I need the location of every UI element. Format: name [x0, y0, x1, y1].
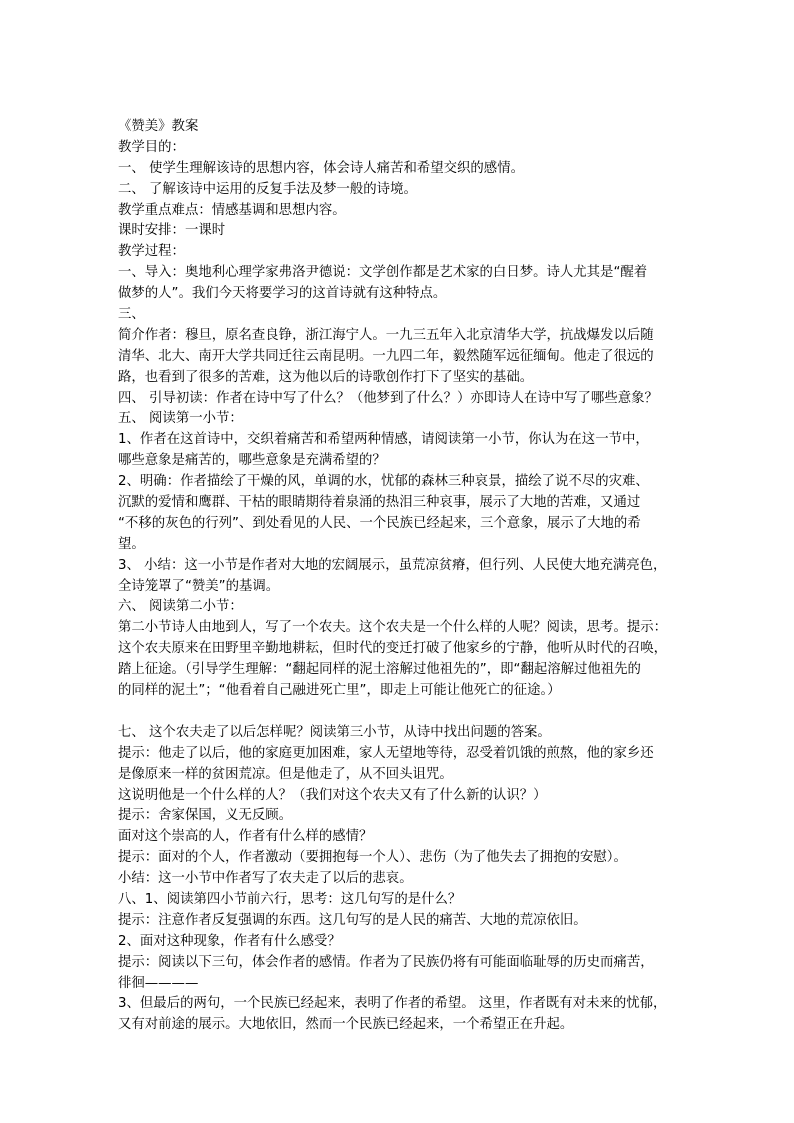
schedule: 课时安排：一课时 — [118, 223, 226, 239]
objective-1: 一、 使学生理解该诗的思想内容，体会诗人痛苦和希望交织的感情。 — [118, 160, 524, 176]
paragraph-line: 第二小节诗人由地到人，写了一个农夫。这个农夫是一个什么样的人呢？阅读，思考。提示： — [118, 620, 668, 636]
paragraph-line: 2、面对这种现象，作者有什么感受？ — [118, 933, 341, 949]
objective-2: 二、 了解该诗中运用的反复手法及梦一般的诗境。 — [118, 181, 417, 197]
paragraph-line: 1、作者在这首诗中，交织着痛苦和希望两种情感，请阅读第一小节，你认为在这一节中， — [118, 432, 649, 448]
paragraph-line: 提示：他走了以后，他的家庭更加困难，家人无望地等待，忍受着饥饿的煎熬，他的家乡还 — [118, 745, 654, 761]
paragraph-line: 全诗笼罩了“赞美”的基调。 — [118, 578, 280, 594]
paragraph-line: 3、但最后的两句，一个民族已经起来，表明了作者的希望。 这里，作者既有对未来的忧郁， — [118, 996, 667, 1012]
paragraph-line: 2、明确：作者描绘了干燥的风，单调的水，忧郁的森林三种哀景，描绘了说不尽的灾难、 — [118, 474, 649, 490]
paragraph-line: 这个农夫原来在田野里辛勤地耕耘，但时代的变迁打破了他家乡的宁静，他听从时代的召唤， — [118, 641, 668, 657]
paragraph-line: 提示：面对的个人，作者激动（要拥抱每一个人）、悲伤（为了他失去了拥抱的安慰）。 — [118, 850, 627, 866]
paragraph-line: 六、 阅读第二小节： — [118, 599, 243, 615]
paragraph-line: 做梦的人”。我们今天将要学习的这首诗就有这种特点。 — [118, 286, 447, 302]
blank-line — [118, 702, 678, 723]
paragraph-line: 路，也看到了很多的苦难，这为他以后的诗歌创作打下了坚实的基础。 — [118, 369, 534, 385]
paragraph-line: 提示：舍家保国，义无反顾。 — [118, 808, 293, 824]
paragraph-line: 这说明他是一个什么样的人？（我们对这个农夫又有了什么新的认识？） — [118, 787, 547, 803]
paragraph-line: 又有对前途的展示。大地依旧，然而一个民族已经起来，一个希望正在升起。 — [118, 1017, 574, 1033]
document-page — [118, 117, 678, 1036]
paragraph-line: 哪些意象是痛苦的，哪些意象是充满希望的？ — [118, 453, 386, 469]
paragraph-line: 小结：这一小节中作者写了农夫走了以后的悲哀。 — [118, 871, 413, 887]
paragraph-line: 徘徊———— — [118, 975, 199, 991]
paragraph-line: 踏上征途。（引导学生理解：“翻起同样的泥土溶解过他祖先的”，即“翻起溶解过他祖先的 — [118, 662, 641, 678]
paragraph-line: 望。 — [118, 536, 145, 552]
paragraph-line: 提示：注意作者反复强调的东西。这几句写的是人民的痛苦、大地的荒凉依旧。 — [118, 912, 587, 928]
section-heading-objectives: 教学目的： — [118, 139, 185, 155]
section-heading-process: 教学过程： — [118, 244, 185, 260]
paragraph-line: 是像原来一样的贫困荒凉。但是他走了，从不回头诅咒。 — [118, 766, 453, 782]
doc-title: 《赞美》教案 — [118, 119, 199, 134]
paragraph-line: 七、 这个农夫走了以后怎样呢？阅读第三小节，从诗中找出问题的答案。 — [118, 724, 551, 740]
paragraph-line: 沉默的爱情和鹰群、干枯的眼睛期待着泉涌的热泪三种哀事，展示了大地的苦难，又通过 — [118, 495, 641, 511]
paragraph-line: 清华、北大、南开大学共同迁往云南昆明。一九四二年，毅然随军远征缅甸。他走了很远的 — [118, 348, 654, 364]
paragraph-line: 四、 引导初读：作者在诗中写了什么？（他梦到了什么？）亦即诗人在诗中写了哪些意象？ — [118, 390, 658, 406]
paragraph-line: 面对这个崇高的人，作者有什么样的感情？ — [118, 829, 373, 845]
paragraph-line: “不移的灰色的行列”、到处看见的人民、一个民族已经起来，三个意象，展示了大地的希 — [118, 515, 641, 531]
paragraph-line: 八、1、阅读第四小节前六行，思考：这几句写的是什么？ — [118, 891, 462, 907]
paragraph-line: 五、 阅读第一小节： — [118, 411, 243, 427]
key-difficulties: 教学重点难点：情感基调和思想内容。 — [118, 202, 346, 218]
paragraph-line: 简介作者：穆旦，原名查良铮，浙江海宁人。一九三五年入北京清华大学，抗战爆发以后随 — [118, 327, 654, 343]
paragraph-line: 3、 小结：这一小节是作者对大地的宏阔展示，虽荒凉贫瘠，但行列、人民使大地充满亮色， — [118, 557, 667, 573]
paragraph-line: 提示：阅读以下三句，体会作者的感情。作者为了民族仍将有可能面临耻辱的历史而痛苦， — [118, 954, 654, 970]
paragraph-line: 三、 — [118, 307, 145, 323]
paragraph-line: 一、导入：奥地利心理学家弗洛尹德说：文学创作都是艺术家的白日梦。诗人尤其是“醒着 — [118, 265, 648, 281]
paragraph-line: 的同样的泥土”；“他看着自己融进死亡里”，即走上可能让他死亡的征途。） — [118, 683, 561, 699]
